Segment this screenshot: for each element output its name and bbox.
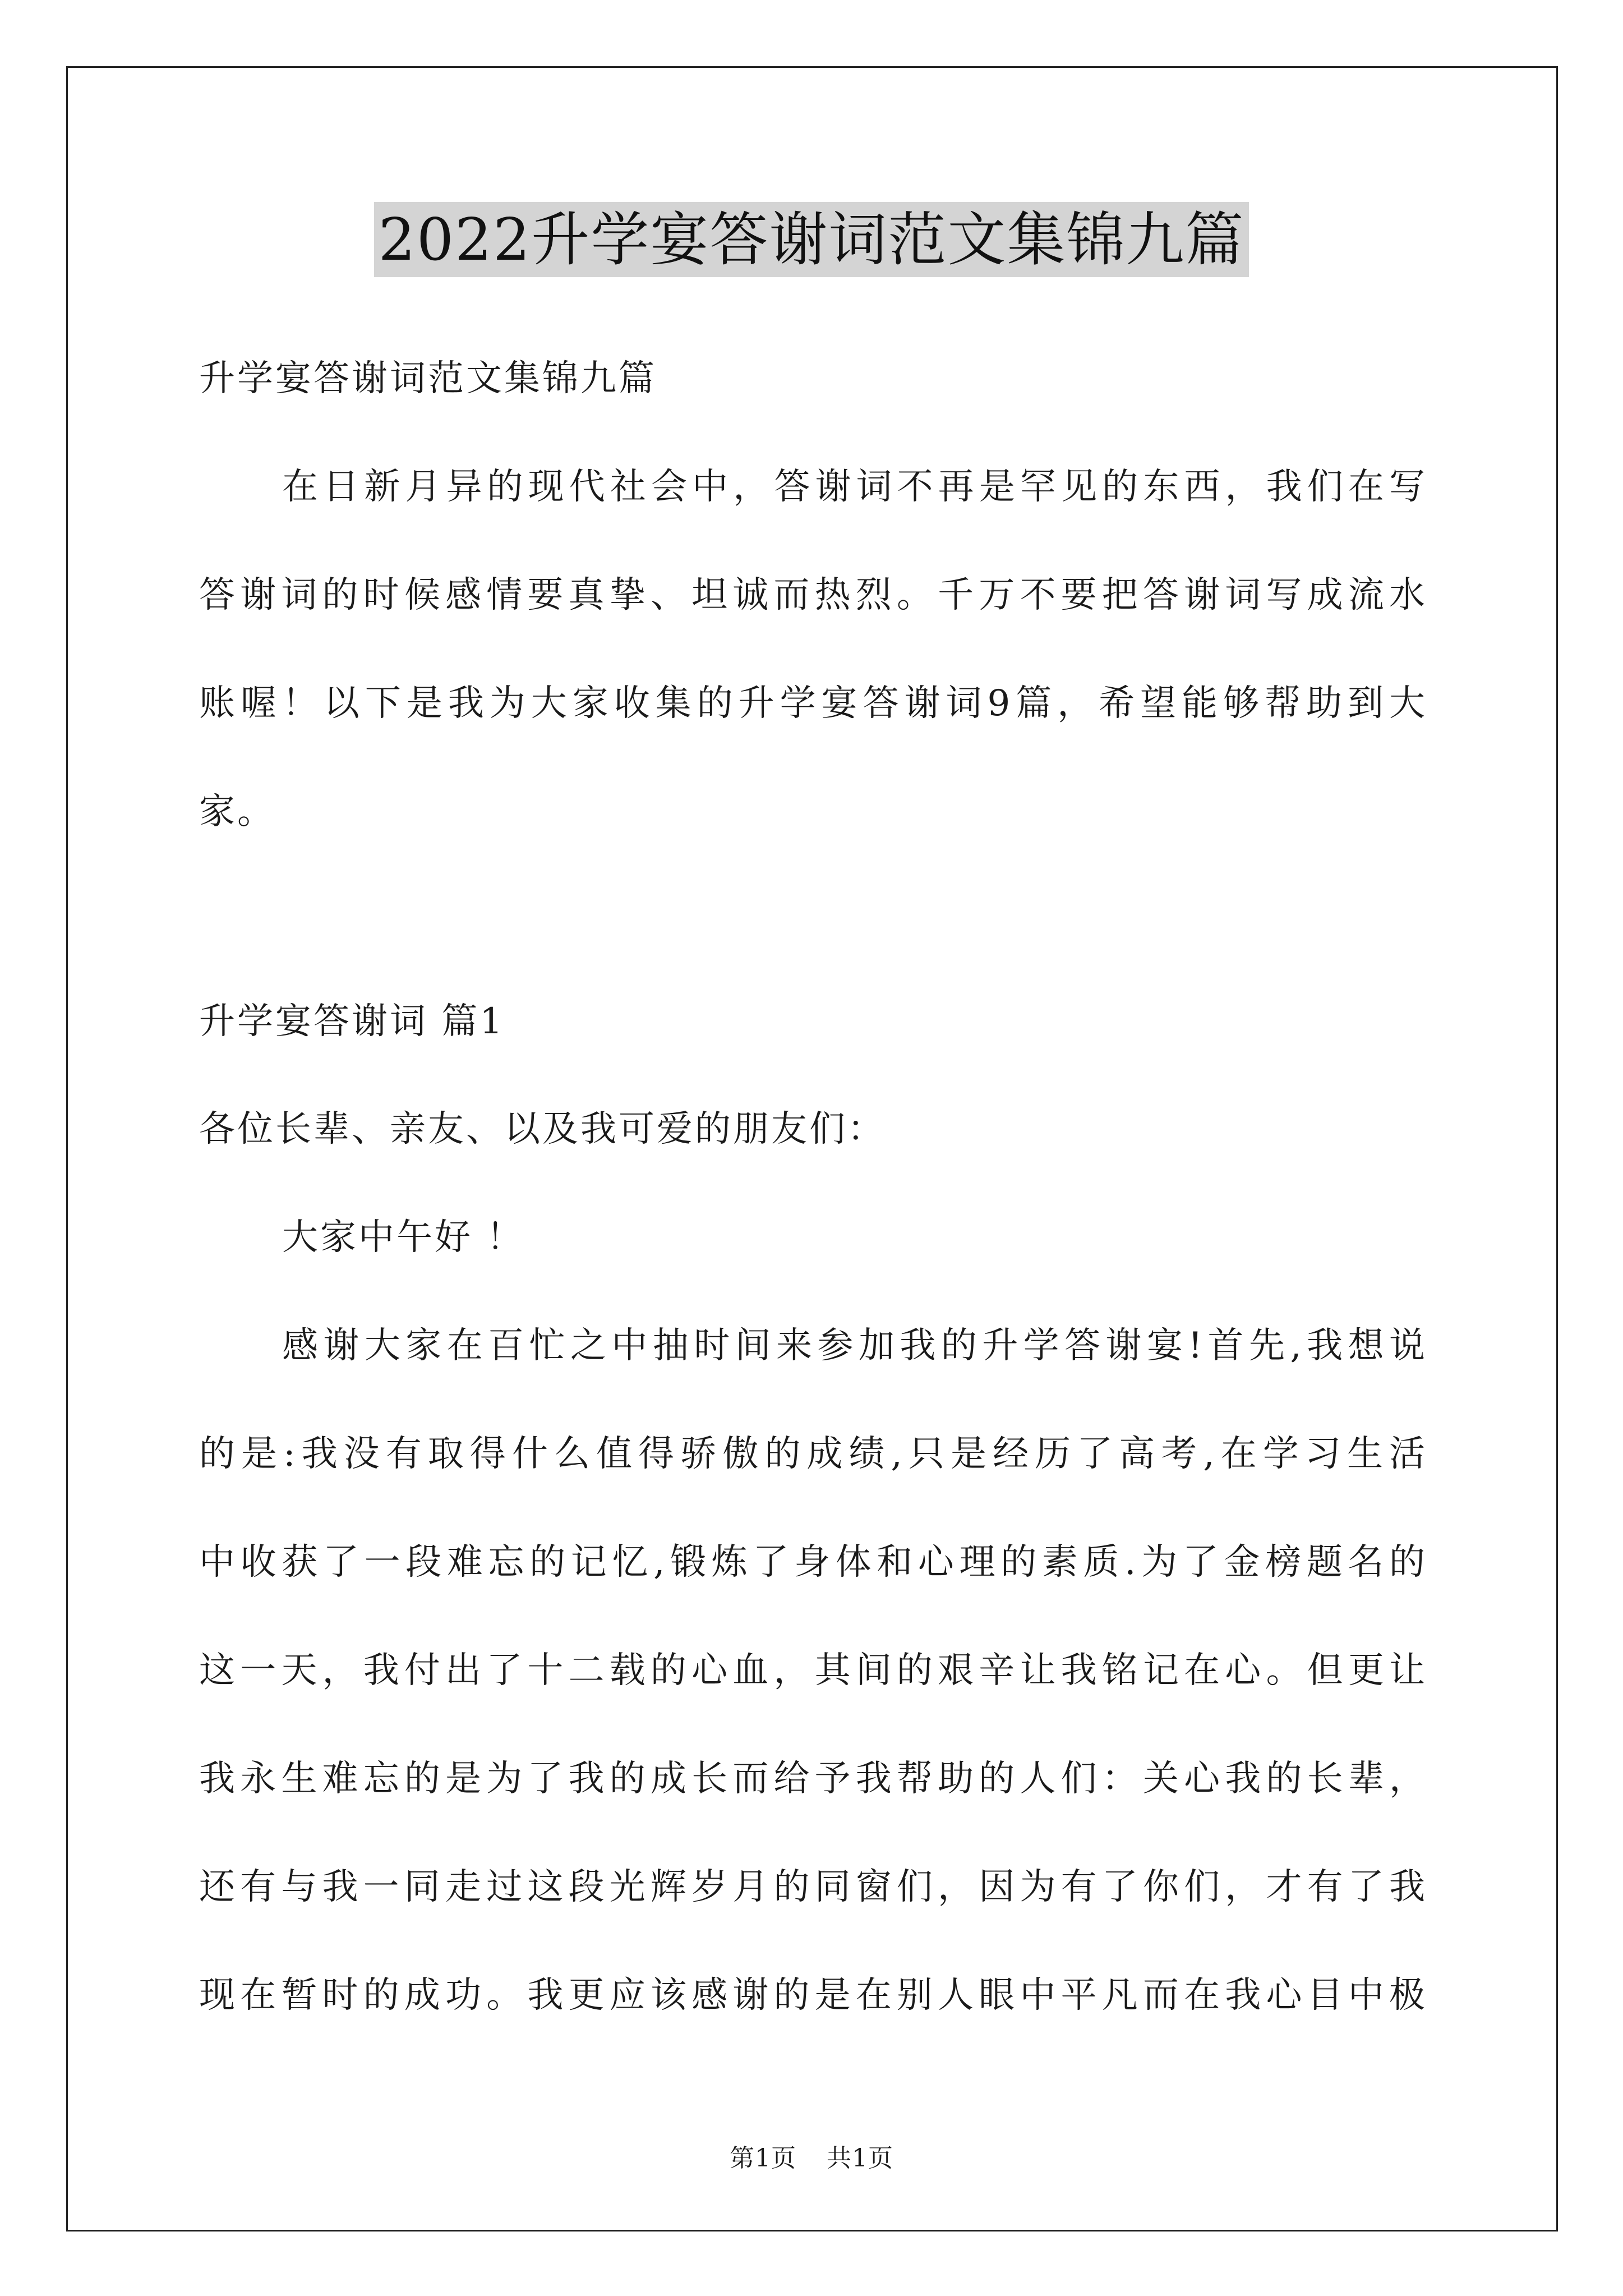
intro-line: 在日新月异的现代社会中，答谢词不再是罕见的东西，我们在写 — [282, 466, 1427, 508]
page-total: 共1页 — [827, 2144, 893, 2173]
body-line: 感谢大家在百忙之中抽时间来参加我的升学答谢宴!首先,我想说 — [282, 1325, 1427, 1366]
salutation: 各位长辈、亲友、以及我可爱的朋友们： — [199, 1108, 886, 1150]
body-line: 我永生难忘的是为了我的成长而给予我帮助的人们：关心我的长辈， — [199, 1758, 1427, 1800]
greeting: 大家中午好 ！ — [282, 1217, 525, 1258]
document-title: 2022升学宴答谢词范文集锦九篇 — [374, 202, 1249, 277]
body-line: 还有与我一同走过这段光辉岁月的同窗们，因为有了你们，才有了我 — [199, 1866, 1427, 1908]
intro-line: 账喔！以下是我为大家收集的升学宴答谢词9篇，希望能够帮助到大 — [199, 683, 1427, 724]
title-block — [0, 202, 1623, 277]
intro-line: 答谢词的时候感情要真挚、坦诚而热烈。千万不要把答谢词写成流水 — [199, 574, 1427, 616]
page-number: 第1页 — [730, 2144, 796, 2173]
body-line: 这一天，我付出了十二载的心血，其间的艰辛让我铭记在心。但更让 — [199, 1650, 1427, 1691]
document-subtitle: 升学宴答谢词范文集锦九篇 — [199, 358, 657, 399]
body-line: 的是:我没有取得什么值得骄傲的成绩,只是经历了高考,在学习生活 — [199, 1433, 1427, 1475]
body-line: 中收获了一段难忘的记忆,锻炼了身体和心理的素质.为了金榜题名的 — [199, 1542, 1427, 1583]
page-footer — [0, 2142, 1623, 2175]
body-line: 现在暂时的成功。我更应该感谢的是在别人眼中平凡而在我心目中极 — [199, 1975, 1427, 2016]
intro-line: 家。 — [199, 791, 275, 832]
section-heading: 升学宴答谢词 篇1 — [199, 1001, 505, 1042]
